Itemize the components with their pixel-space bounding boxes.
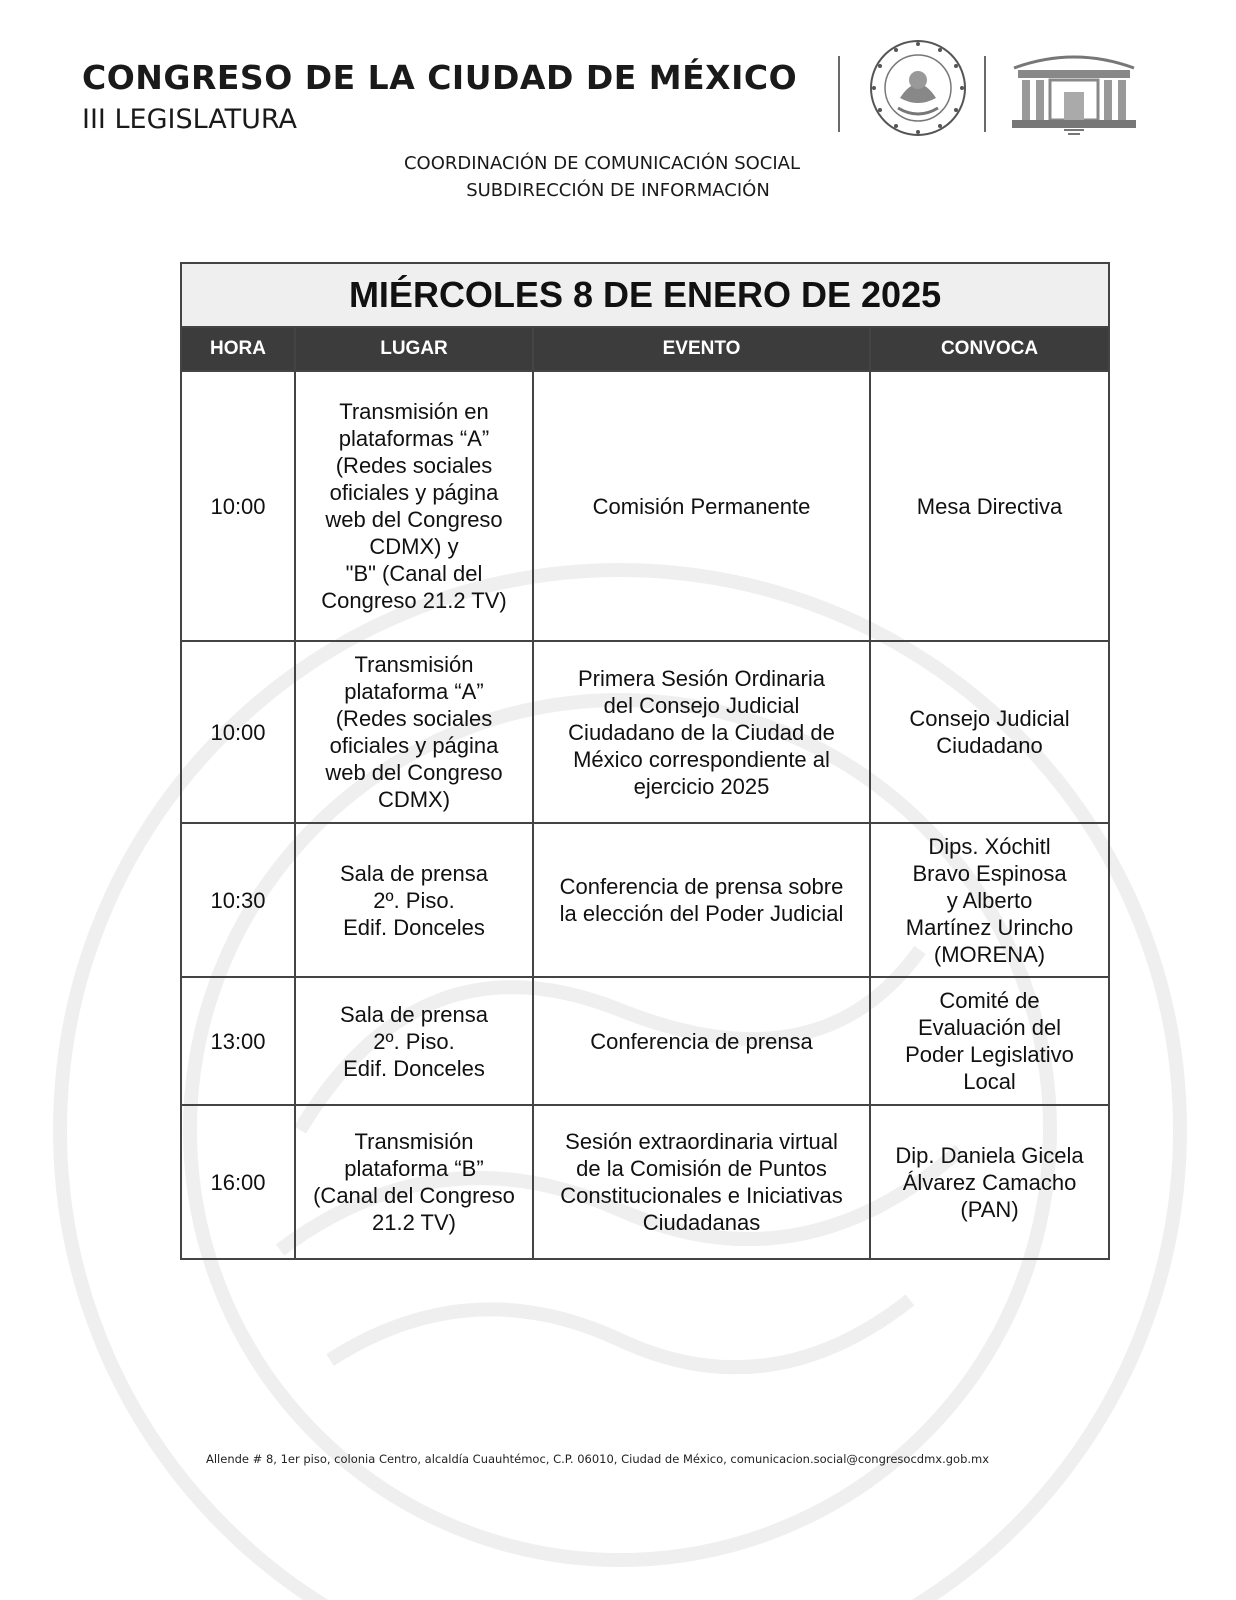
- cell-convoca: Dip. Daniela Gicela Álvarez Camacho (PAN): [870, 1105, 1109, 1259]
- department-name: COORDINACIÓN DE COMUNICACIÓN SOCIAL: [403, 153, 801, 174]
- table-row: [181, 977, 1109, 1105]
- cell-convoca: Comité de Evaluación del Poder Legislativo Local: [870, 977, 1109, 1105]
- table-row: [181, 371, 1109, 641]
- cell-lugar: Transmisión en plataformas “A” (Redes sociales oficiales y página web del Congreso CDMX) y "B" (Canal del Congreso 21.2 TV): [295, 371, 533, 641]
- institution-title: CONGRESO DE LA CIUDAD DE MÉXICO: [82, 58, 798, 97]
- congress-building-icon: [1004, 46, 1144, 136]
- table-row: [181, 641, 1109, 823]
- cell-hora: 10:00: [181, 371, 295, 641]
- cell-evento: Sesión extraordinaria virtual de la Comisión de Puntos Constitucionales e Iniciativas Ciudadanas: [533, 1105, 870, 1259]
- cell-hora: 13:00: [181, 977, 295, 1105]
- column-header-evento: EVENTO: [533, 327, 870, 371]
- cell-convoca: Consejo Judicial Ciudadano: [870, 641, 1109, 823]
- cell-lugar: Sala de prensa 2º. Piso. Edif. Donceles: [295, 823, 533, 977]
- agenda-table: [180, 262, 1110, 1260]
- congress-seal-icon: [868, 38, 968, 138]
- cell-lugar: Transmisión plataforma “A” (Redes sociales oficiales y página web del Congreso CDMX): [295, 641, 533, 823]
- table-row: [181, 823, 1109, 977]
- table-row: [181, 1105, 1109, 1259]
- agenda-date: MIÉRCOLES 8 DE ENERO DE 2025: [181, 263, 1109, 327]
- column-header-hora: HORA: [181, 327, 295, 371]
- cell-convoca: Mesa Directiva: [870, 371, 1109, 641]
- cell-evento: Comisión Permanente: [533, 371, 870, 641]
- cell-evento: Primera Sesión Ordinaria del Consejo Judicial Ciudadano de la Ciudad de México correspondiente al ejercicio 2025: [533, 641, 870, 823]
- column-header-convoca: CONVOCA: [870, 327, 1109, 371]
- header-divider: [838, 56, 840, 132]
- header-divider: [984, 56, 986, 132]
- legislature-subtitle: III LEGISLATURA: [82, 104, 298, 135]
- cell-lugar: Sala de prensa 2º. Piso. Edif. Donceles: [295, 977, 533, 1105]
- cell-lugar: Transmisión plataforma “B” (Canal del Congreso 21.2 TV): [295, 1105, 533, 1259]
- cell-convoca: Dips. Xóchitl Bravo Espinosa y Alberto Martínez Urincho (MORENA): [870, 823, 1109, 977]
- footer-address: Allende # 8, 1er piso, colonia Centro, alcaldía Cuauhtémoc, C.P. 06010, Ciudad de México, comunicacion.social@congresocdmx.gob.mx: [206, 1452, 990, 1466]
- cell-evento: Conferencia de prensa sobre la elección del Poder Judicial: [533, 823, 870, 977]
- cell-hora: 10:30: [181, 823, 295, 977]
- cell-evento: Conferencia de prensa: [533, 977, 870, 1105]
- cell-hora: 10:00: [181, 641, 295, 823]
- column-header-lugar: LUGAR: [295, 327, 533, 371]
- cell-hora: 16:00: [181, 1105, 295, 1259]
- subdepartment-name: SUBDIRECCIÓN DE INFORMACIÓN: [466, 180, 770, 201]
